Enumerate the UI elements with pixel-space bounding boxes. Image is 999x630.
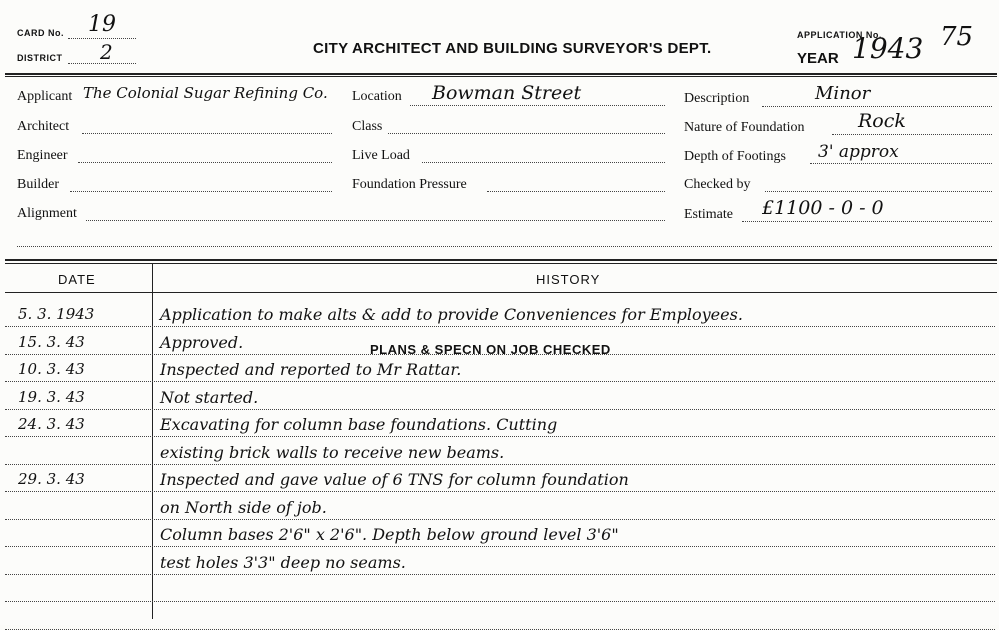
history-header-rule: [5, 292, 997, 293]
depth-line: [810, 163, 992, 164]
history-entry: test holes 3'3" deep no seams.: [160, 552, 406, 572]
live-load-label: Live Load: [352, 148, 410, 163]
history-ruled-line: [5, 409, 995, 410]
history-ruled-line: [5, 491, 995, 492]
class-line: [388, 133, 665, 134]
district-value: 2: [100, 40, 113, 64]
foundation-pressure-label: Foundation Pressure: [352, 177, 467, 192]
history-ruled-line: [5, 464, 995, 465]
nature-line: [832, 134, 992, 135]
history-ruled-line: [5, 601, 995, 602]
history-ruled-line: [5, 519, 995, 520]
card-no-line: [68, 38, 136, 39]
history-ruled-line: [5, 546, 995, 547]
district-label: DISTRICT: [17, 53, 63, 63]
history-date: 29. 3. 43: [18, 470, 85, 488]
architect-line: [82, 133, 332, 134]
nature-value: Rock: [858, 110, 906, 132]
depth-value: 3' approx: [818, 142, 899, 162]
district-line: [68, 63, 136, 64]
estimate-value: £1100 - 0 - 0: [762, 197, 884, 219]
history-entry: existing brick walls to receive new beams.: [160, 442, 505, 462]
engineer-line: [78, 162, 332, 163]
nature-label: Nature of Foundation: [684, 120, 805, 135]
history-entry: Inspected and reported to Mr Rattar.: [160, 360, 462, 379]
history-date: 24. 3. 43: [18, 415, 85, 433]
estimate-label: Estimate: [684, 207, 733, 222]
history-date: 15. 3. 43: [18, 332, 85, 351]
history-entry: on North side of job.: [160, 497, 327, 517]
architect-label: Architect: [17, 119, 70, 134]
location-line: [410, 105, 665, 106]
year-value: 1943: [852, 32, 924, 65]
alignment-label: Alignment: [17, 206, 77, 221]
foundation-pressure-line: [487, 191, 665, 192]
page-title: CITY ARCHITECT AND BUILDING SURVEYOR'S DEPT.: [313, 40, 712, 57]
history-entry: Approved.: [160, 332, 244, 352]
history-ruled-line: [5, 326, 995, 327]
history-date: 19. 3. 43: [18, 387, 85, 406]
applicant-value: The Colonial Sugar Refining Co.: [83, 84, 328, 102]
description-value: Minor: [815, 83, 871, 104]
history-entry: Excavating for column base foundations. Cutting: [160, 415, 558, 434]
history-ruled-line: [5, 629, 995, 630]
application-no-value: 75: [940, 22, 974, 52]
class-label: Class: [352, 119, 383, 134]
live-load-line: [422, 162, 665, 163]
history-entry: Column bases 2'6" x 2'6". Depth below ground level 3'6": [160, 525, 619, 544]
builder-line: [70, 191, 332, 192]
location-value: Bowman Street: [432, 82, 582, 104]
application-no-label: APPLICATION No.: [797, 30, 882, 40]
description-label: Description: [684, 91, 750, 106]
plans-checked-stamp: PLANS & SPECN ON JOB CHECKED: [370, 342, 611, 357]
location-label: Location: [352, 89, 402, 104]
history-date: 10. 3. 43: [18, 360, 85, 378]
date-column-divider: [152, 264, 153, 619]
estimate-line: [742, 221, 992, 222]
header-rule: [5, 73, 997, 75]
history-entry: Inspected and gave value of 6 TNS for column foundation: [160, 470, 629, 489]
date-header: DATE: [58, 272, 96, 287]
checked-by-line: [765, 191, 992, 192]
applicant-label: Applicant: [17, 89, 73, 104]
history-ruled-line: [5, 574, 995, 575]
depth-label: Depth of Footings: [684, 149, 786, 164]
engineer-label: Engineer: [17, 148, 68, 163]
history-header: HISTORY: [536, 272, 601, 287]
history-entry: Application to make alts & add to provide Conveniences for Employees.: [160, 305, 743, 324]
alignment-line: [86, 220, 665, 221]
history-ruled-line: [5, 381, 995, 382]
history-rule: [5, 259, 997, 261]
year-label: YEAR: [797, 50, 839, 67]
history-date: 5. 3. 1943: [18, 305, 95, 323]
history-ruled-line: [5, 436, 995, 437]
header-rule-2: [5, 76, 997, 77]
history-rule-2: [5, 263, 997, 264]
description-line: [762, 106, 992, 107]
checked-by-label: Checked by: [684, 177, 751, 192]
card-no-value: 19: [88, 12, 116, 37]
history-entry: Not started.: [160, 387, 259, 407]
card-no-label: CARD No.: [17, 28, 64, 38]
blank-line: [17, 246, 992, 247]
builder-label: Builder: [17, 177, 59, 192]
